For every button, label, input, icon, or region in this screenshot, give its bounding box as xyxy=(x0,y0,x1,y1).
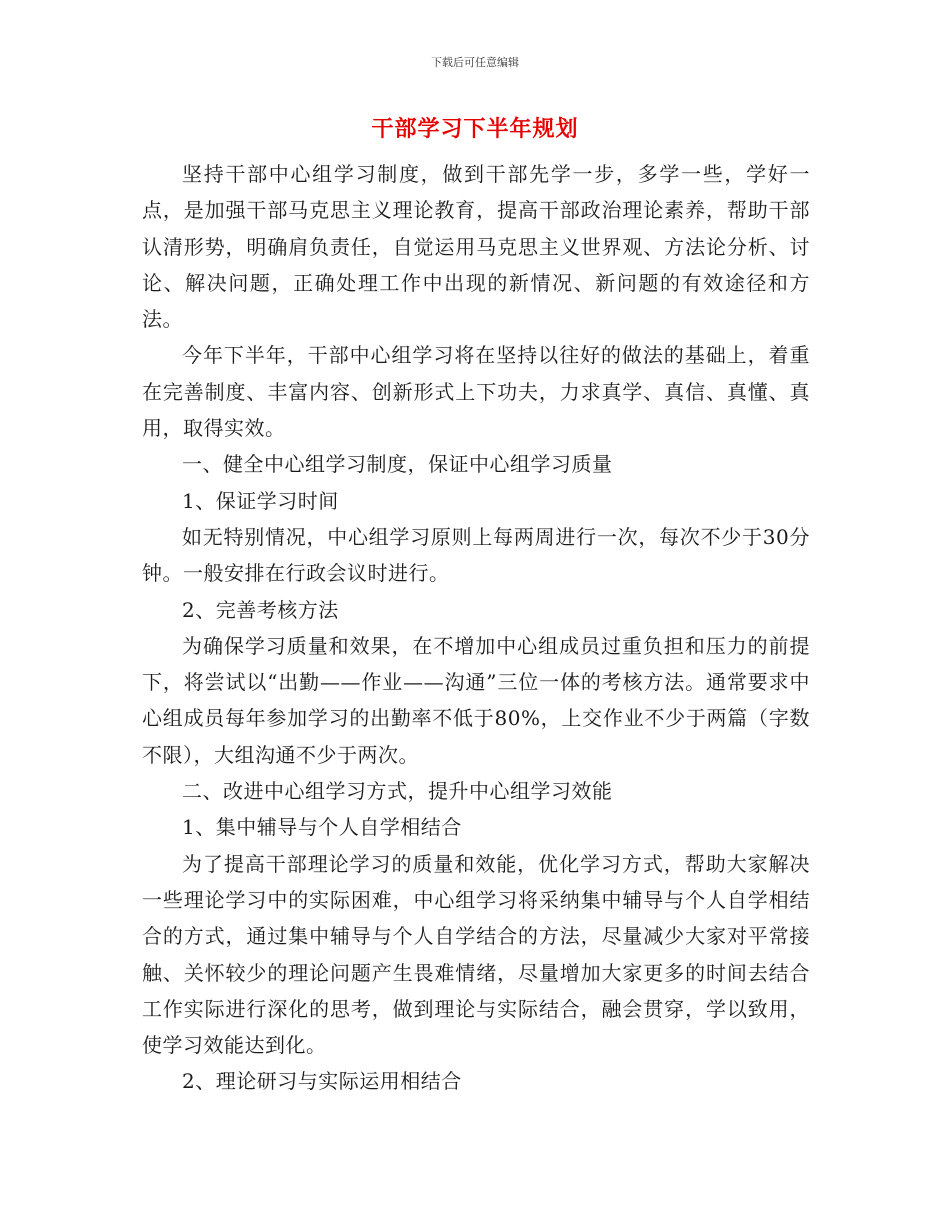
section-heading-2: 二、改进中心组学习方式，提升中心组学习效能 xyxy=(182,779,613,804)
document-body xyxy=(142,156,810,1100)
paragraph-overview: 今年下半年，干部中心组学习将在坚持以往好的做法的基础上，着重在完善制度、丰富内容、创新形式上下功夫，力求真学、真信、真懂、真用，取得实效。 xyxy=(142,343,810,441)
subheading-2-1: 1、集中辅导与个人自学相结合 xyxy=(182,815,462,840)
subheading-1-1: 1、保证学习时间 xyxy=(182,488,339,513)
paragraph-intro: 坚持干部中心组学习制度，做到干部先学一步，多学一些，学好一点，是加强干部马克思主义理论教育，提高干部政治理论素养，帮助干部认清形势，明确肩负责任，自觉运用马克思主义世界观、方法论分析、讨论、解决问题，正确处理工作中出现的新情况、新问题的有效途径和方法。 xyxy=(142,162,810,332)
subheading-1-2: 2、完善考核方法 xyxy=(182,597,339,622)
paragraph-2-1: 为了提高干部理论学习的质量和效能，优化学习方式，帮助大家解决一些理论学习中的实际困难，中心组学习将采纳集中辅导与个人自学相结合的方式，通过集中辅导与个人自学结合的方法，尽量减少大家对平常接触、关怀较少的理论问题产生畏难情绪，尽量增加大家更多的时间去结合工作实际进行深化的思考，做到理论与实际结合，融会贯穿，学以致用，使学习效能达到化。 xyxy=(142,851,810,1058)
paragraph-1-1: 如无特别情况，中心组学习原则上每两周进行一次，每次不少于30分钟。一般安排在行政会议时进行。 xyxy=(142,524,810,586)
document-title: 干部学习下半年规划 xyxy=(371,117,579,142)
paragraph-1-2: 为确保学习质量和效果，在不增加中心组成员过重负担和压力的前提下，将尝试以“出勤——作业——沟通”三位一体的考核方法。通常要求中心组成员每年参加学习的出勤率不低于80%，上交作业不少于两篇（字数不限），大组沟通不少于两次。 xyxy=(142,633,810,767)
section-heading-1: 一、健全中心组学习制度，保证中心组学习质量 xyxy=(182,452,613,477)
header-note: 下载后可任意编辑 xyxy=(431,56,519,69)
subheading-2-2: 2、理论研习与实际运用相结合 xyxy=(182,1069,462,1094)
